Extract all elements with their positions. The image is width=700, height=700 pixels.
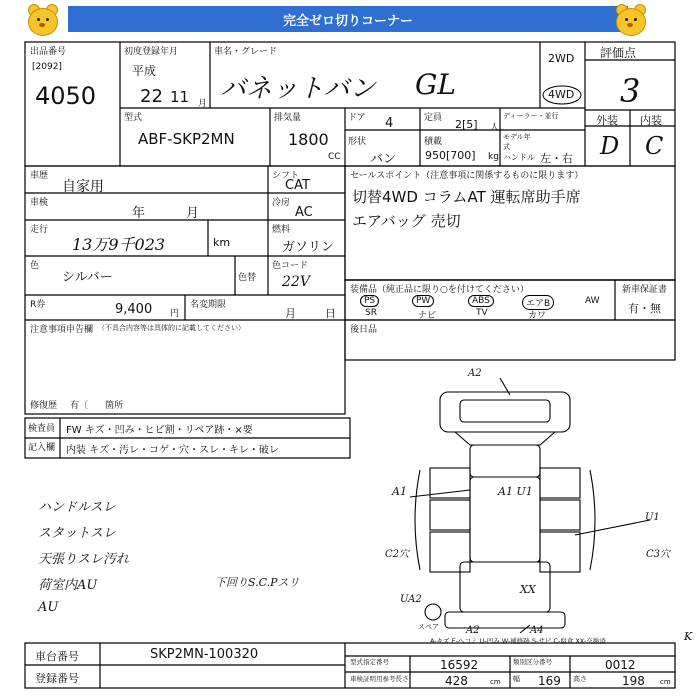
shape-label: 形状 bbox=[348, 137, 367, 147]
displacement-value: 1800 bbox=[288, 130, 329, 149]
shape-value: バン bbox=[370, 152, 397, 167]
inspection-year: 年 bbox=[132, 206, 146, 221]
cm-unit: cm bbox=[490, 678, 501, 686]
name-change-label: 名変期限 bbox=[190, 300, 227, 310]
mileage-value: 13万9千023 bbox=[72, 235, 166, 254]
diagram-mark: A1 U1 bbox=[498, 485, 533, 498]
cc-unit: CC bbox=[328, 152, 341, 162]
car-history-label: 車歴 bbox=[30, 171, 49, 181]
handle-label: ハンドル bbox=[503, 153, 535, 162]
handle-value: 左・右 bbox=[540, 152, 573, 165]
reg-label: 登録番号 bbox=[35, 672, 79, 685]
diagram-mark: A2 bbox=[468, 368, 482, 379]
color-change-label: 色替 bbox=[238, 273, 257, 283]
ref-label: 車検証明用参考 bbox=[350, 675, 396, 683]
corner-mark: K bbox=[684, 630, 693, 643]
sales-point-line1: 切替4WD コラムAT 運転席助手席 bbox=[352, 188, 581, 206]
diagram-mark: A1 bbox=[392, 485, 407, 498]
inspector-label2: 記入欄 bbox=[28, 443, 56, 453]
chassis-label: 車台番号 bbox=[35, 650, 79, 663]
length-value: 428 bbox=[445, 674, 468, 688]
notes-sub: （不具合内容等は具体的に記載してください） bbox=[98, 324, 245, 332]
inspector-label1: 検査員 bbox=[28, 424, 56, 434]
load-label: 積載 bbox=[424, 137, 443, 147]
repair-value: 有〔 bbox=[70, 401, 89, 411]
lot-small: [2092] bbox=[32, 62, 62, 72]
drive-2wd: 2WD bbox=[548, 52, 575, 65]
km-unit: km bbox=[213, 236, 231, 249]
page-banner: 完全ゼロ切りコーナー bbox=[68, 6, 628, 32]
handwritten-line: スタットスレ bbox=[38, 526, 116, 541]
name-change-month: 月 bbox=[285, 307, 296, 320]
fuel-label: 燃料 bbox=[272, 225, 291, 235]
model-year-label: モデル年式 bbox=[503, 133, 531, 151]
damage-legend: A-キズ E-ヘコミ U-凹み W-補修跡 S-サビ C-腐食 XX-交換済 bbox=[430, 637, 606, 645]
era: 平成 bbox=[132, 64, 157, 78]
load-value: 950[700] bbox=[425, 149, 476, 162]
width-label: 幅 bbox=[513, 675, 520, 683]
width-value: 169 bbox=[538, 674, 561, 688]
first-reg-year: 22 bbox=[140, 86, 163, 107]
diagram-mark: A4 bbox=[530, 625, 544, 636]
equip-pw: PW bbox=[412, 295, 434, 307]
capacity-unit: 人 bbox=[490, 123, 500, 133]
lot-number: 4050 bbox=[35, 82, 97, 110]
ac-value: AC bbox=[295, 205, 313, 220]
fuel-value: ガソリン bbox=[282, 240, 335, 255]
first-reg-month: 11 bbox=[170, 88, 190, 106]
color-label: 色 bbox=[30, 261, 40, 271]
kg-unit: kg bbox=[488, 152, 499, 162]
type-label: 型式 bbox=[124, 113, 143, 123]
diagram-mark: A2 bbox=[466, 625, 480, 636]
after-label: 後日品 bbox=[350, 325, 378, 335]
type-value: ABF-SKP2MN bbox=[138, 130, 235, 148]
color-code-value: 22V bbox=[282, 274, 310, 290]
equip-leather: カワ bbox=[528, 311, 547, 321]
model-name: バネットバン bbox=[220, 74, 376, 104]
mileage-label: 走行 bbox=[30, 225, 49, 235]
chassis-value: SKP2MN-100320 bbox=[150, 647, 259, 662]
inspector-line1: FW キズ・凹み・ヒビ割・リペア跡・×要 bbox=[66, 425, 253, 436]
doors-value: 4 bbox=[385, 116, 394, 131]
equip-abs: ABS bbox=[468, 295, 494, 307]
height-label: 高さ bbox=[573, 675, 587, 683]
equip-ps: PS bbox=[360, 295, 379, 307]
equip-airbag: エアB bbox=[522, 295, 554, 310]
car-history-value: 自家用 bbox=[62, 179, 104, 195]
shift-label: シフト bbox=[272, 171, 300, 181]
equip-tv: TV bbox=[476, 308, 488, 318]
length-label: 長さ bbox=[395, 675, 409, 683]
warranty-label: 新車保証書 bbox=[622, 285, 668, 295]
type-cert-label: 型式指定番号 bbox=[350, 658, 389, 666]
handwritten-line: 天張りスレ汚れ bbox=[38, 552, 130, 567]
equip-sr: SR bbox=[365, 308, 377, 318]
exterior-grade: D bbox=[600, 132, 620, 160]
inspection-month: 月 bbox=[186, 206, 200, 221]
type-cert-value: 16592 bbox=[440, 658, 479, 672]
drive-4wd: 4WD bbox=[548, 88, 575, 101]
equip-aw: AW bbox=[585, 296, 600, 306]
shift-value: CAT bbox=[285, 178, 310, 193]
displacement-label: 排気量 bbox=[274, 113, 302, 123]
capacity-value: 2[5] bbox=[455, 118, 478, 131]
name-change-day: 日 bbox=[325, 307, 336, 320]
diagram-mark: C3穴 bbox=[646, 549, 671, 560]
equipment-label: 装備品（純正品に限り○を付けてください） bbox=[350, 285, 529, 295]
handwritten-line: ハンドルスレ bbox=[38, 500, 116, 515]
cm-unit: cm bbox=[660, 678, 671, 686]
inspection-label: 車検 bbox=[30, 198, 49, 208]
handwritten-line: 荷室内AU bbox=[38, 578, 98, 593]
interior-label: 内装 bbox=[640, 114, 662, 127]
sales-point-label: セールスポイント（注意事項に関係するものに限ります） bbox=[350, 171, 584, 181]
ac-label: 冷房 bbox=[272, 198, 291, 208]
first-reg-label: 初度登録年月 bbox=[124, 47, 179, 57]
rating-label: 評価点 bbox=[600, 46, 637, 60]
doors-label: ドア bbox=[348, 113, 366, 123]
repair-end: 箇所 bbox=[105, 401, 124, 411]
model-label: 車名・グレード bbox=[214, 47, 278, 57]
height-value: 198 bbox=[622, 674, 645, 688]
rating-value: 3 bbox=[620, 72, 641, 110]
repair-label: 修復歴 bbox=[30, 401, 58, 411]
month-unit: 月 bbox=[198, 99, 208, 109]
sales-point-line2: エアバッグ 売切 bbox=[352, 212, 461, 230]
diagram-mark: C2穴 bbox=[385, 549, 410, 560]
inspector-line2: 内装 キズ・汚レ・コゲ・穴・スレ・キレ・破レ bbox=[66, 445, 279, 456]
handwritten-line: AU bbox=[38, 600, 59, 615]
capacity-label: 定員 bbox=[424, 113, 443, 123]
color-code-label: 色コード bbox=[272, 261, 309, 271]
lot-label: 出品番号 bbox=[30, 47, 67, 57]
class-label: 類別区分番号 bbox=[513, 658, 552, 666]
color-value: シルバー bbox=[62, 270, 113, 285]
diagram-mark: U1 bbox=[645, 512, 660, 523]
class-value: 0012 bbox=[605, 658, 636, 672]
diagram-mark: XX bbox=[520, 583, 536, 596]
exterior-label: 外装 bbox=[596, 114, 618, 127]
spare-label: スペア bbox=[418, 623, 439, 631]
diagram-mark: UA2 bbox=[400, 594, 422, 605]
interior-grade: C bbox=[645, 132, 664, 160]
handwritten-note: 下回りS.C.Pスリ bbox=[215, 576, 300, 589]
notes-label: 注意事項申告欄 bbox=[30, 325, 94, 335]
dealer-label: ディーラー・並行 bbox=[503, 112, 559, 120]
yen-unit: 円 bbox=[170, 309, 180, 319]
recycle-label: R券 bbox=[30, 300, 46, 310]
recycle-value: 9,400 bbox=[115, 302, 153, 317]
equip-navi: ナビ bbox=[418, 311, 437, 321]
grade: GL bbox=[415, 68, 456, 101]
warranty-value: 有・無 bbox=[628, 302, 661, 315]
